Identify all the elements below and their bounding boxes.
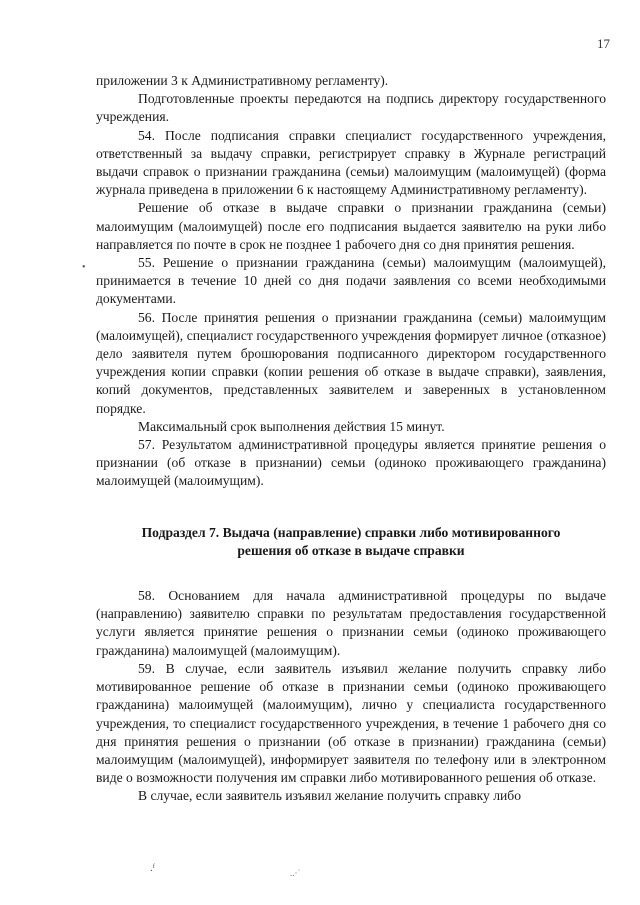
scan-artifact-mark: .ᶠ [150,862,156,874]
page-number: 17 [597,36,610,51]
paragraph-max-time: Максимальный срок выполнения действия 15 минут. [138,418,445,434]
paragraph-58: 58. Основанием для начала административной процедуры по выдаче (направлению) заявителю справки по результатам предоставления государственной услуги является принятие решения о признании семьи (одиноко проживающего гражданина) малоимущей (малоимущим). [96,588,606,658]
paragraph-refusal-delivery: Решение об отказе в выдаче справки о признании гражданина (семьи) малоимущим (малоимущей) после его подписания выдается заявителю на руки либо направляется по почте в срок не позднее 1 рабочего дня со дня принятия решения. [96,200,606,252]
paragraph-57: 57. Результатом административной процедуры является принятие решения о признании (об отказе в признании) семьи (одиноко проживающего гражданина) малоимущей (малоимущим). [96,437,606,489]
paragraph-56: 56. После принятия решения о признании гражданина (семьи) малоимущим (малоимущей), специалист государственного учреждения формирует личное (отказное) дело заявителя путем брошюрования подписанного директором государственного учреждения копии справки (копии решения об отказе в выдаче справки), заявления, копий документов, представленных заявителем и заверенных в установленном порядке. [96,309,606,416]
paragraph-continuation: приложении 3 к Административному регламенту). [96,73,389,88]
paragraph-projects-signature: Подготовленные проекты передаются на подпись директору государственного учреждения. [96,91,606,125]
section-heading [96,524,606,560]
paragraph-59: 59. В случае, если заявитель изъявил желание получить справку либо мотивированное решение об отказе в признании семьи (одиноко проживающего гражданина) малоимущей (малоимущим), лично у специалиста государственного учреждения, то специалист государственного учреждения, в течение 1 рабочего дня со дня принятия решения о признании (об отказе в признании) гражданина (семьи) малоимущим (малоимущей), информирует заявителя по телефону или в электронном виде о возможности получения им справки либо мотивированного решения об отказе. [96,660,606,786]
section-heading-line-2: решения об отказе в выдаче справки [237,542,465,558]
section-heading-line-1: Подраздел 7. Выдача (направление) справки либо мотивированного [141,524,561,540]
paragraph-55: 55. Решение о признании гражданина (семьи) малоимущим (малоимущей), принимается в течение 10 дней со дня подачи заявления со всеми необходимыми документами. [96,255,606,307]
scan-artifact-mark: ..·˙ [290,868,301,878]
document-body [96,72,606,806]
paragraph-continued-case: В случае, если заявитель изъявил желание получить справку либо [138,788,522,804]
paragraph-54: 54. После подписания справки специалист государственного учреждения, ответственный за выдачу справки, регистрирует справку в Журнале регистраций выдачи справок о признании гражданина (семьи) малоимущим (малоимущей) (форма журнала приведена в приложении 6 к настоящему Административному регламенту). [96,127,606,198]
scan-artifact-mark: • [82,262,86,273]
